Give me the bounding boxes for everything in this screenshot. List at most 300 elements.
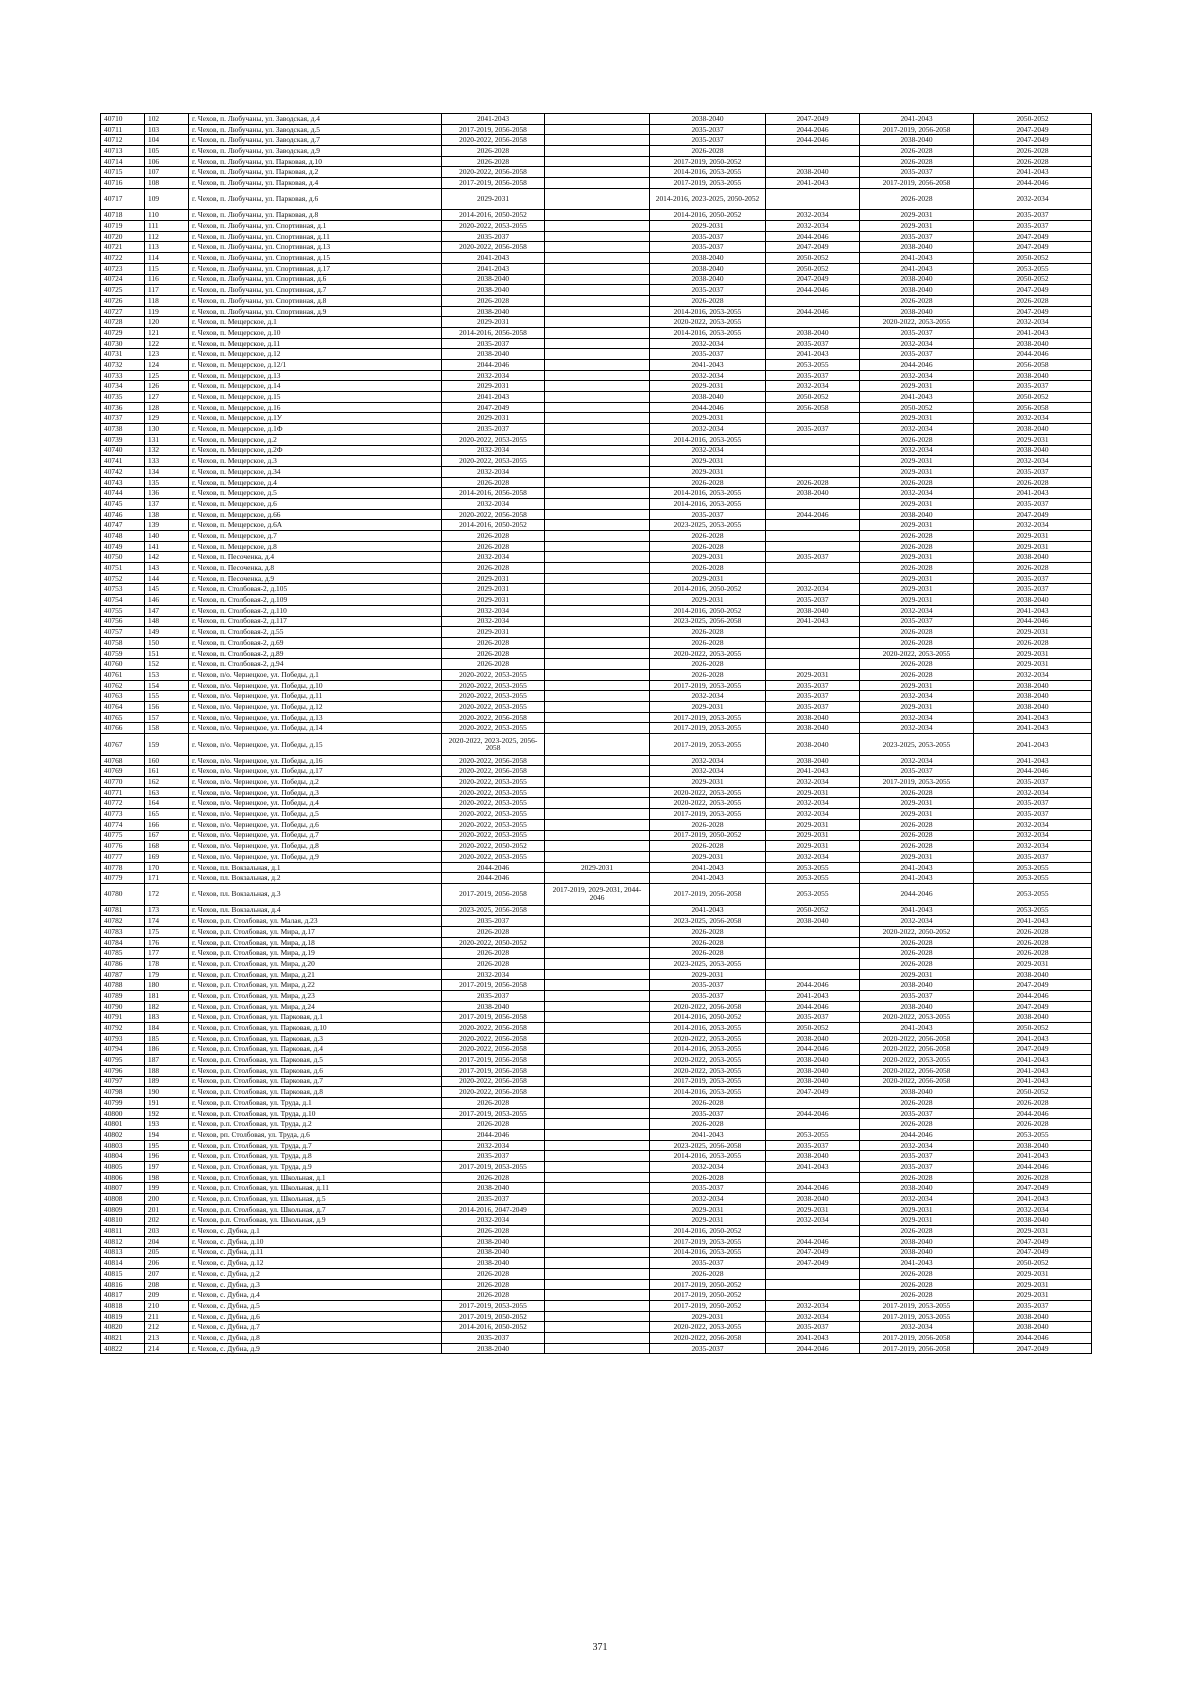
table-cell: г. Чехов, с. Дубна, д.9	[189, 1343, 442, 1354]
table-cell: г. Чехов, р.п. Столбовая, ул. Мира, д.20	[189, 958, 442, 969]
table-cell: 161	[145, 766, 189, 777]
table-cell: 2026-2028	[860, 1268, 974, 1279]
table-cell: 2026-2028	[974, 926, 1092, 937]
table-cell: г. Чехов, с. Дубна, д.5	[189, 1300, 442, 1311]
table-cell: 2053-2055	[974, 862, 1092, 873]
table-row	[101, 980, 1092, 991]
table-cell: г. Чехов, п/о. Чернецкое, ул. Победы, д.10	[189, 680, 442, 691]
table-cell: г. Чехов, р.п. Столбовая, ул. Парковая, д.7	[189, 1076, 442, 1087]
table-cell	[545, 1001, 650, 1012]
table-cell: 2041-2043	[974, 1194, 1092, 1205]
table-cell	[545, 381, 650, 392]
table-cell: г. Чехов, п. Мещерское, д.5	[189, 488, 442, 499]
table-cell: 2032-2034	[974, 520, 1092, 531]
table-cell: 40760	[101, 659, 145, 670]
table-cell: 2029-2031	[860, 1204, 974, 1215]
table-cell: г. Чехов, п. Столбовая-2, д.94	[189, 659, 442, 670]
table-row	[101, 1236, 1092, 1247]
table-cell: 40761	[101, 669, 145, 680]
table-cell: 166	[145, 819, 189, 830]
table-cell: 2038-2040	[974, 445, 1092, 456]
table-cell: 2026-2028	[650, 146, 766, 157]
table-cell	[545, 434, 650, 445]
table-cell: 2020-2022, 2053-2055	[650, 1055, 766, 1066]
table-cell	[766, 434, 860, 445]
table-cell: 190	[145, 1087, 189, 1098]
table-cell: 2026-2028	[442, 146, 545, 157]
table-cell: 2044-2046	[442, 360, 545, 371]
table-cell: 102	[145, 114, 189, 125]
table-cell: 2041-2043	[860, 392, 974, 403]
table-cell: 2014-2016, 2053-2055	[650, 1087, 766, 1098]
table-cell: 2026-2028	[442, 958, 545, 969]
table-cell	[766, 1097, 860, 1108]
table-cell: 2026-2028	[974, 637, 1092, 648]
table-cell: 2032-2034	[974, 1204, 1092, 1215]
table-cell: 195	[145, 1140, 189, 1151]
table-cell: 2029-2031	[442, 573, 545, 584]
table-cell: г. Чехов, п. Мещерское, д.15	[189, 392, 442, 403]
table-cell: 209	[145, 1290, 189, 1301]
table-cell: 2026-2028	[650, 926, 766, 937]
table-cell: 2044-2046	[974, 1108, 1092, 1119]
table-cell: 2038-2040	[766, 1033, 860, 1044]
table-cell	[545, 1033, 650, 1044]
table-cell: 2029-2031	[650, 1215, 766, 1226]
table-cell: г. Чехов, пл. Вокзальная, д.1	[189, 862, 442, 873]
table-cell: 200	[145, 1194, 189, 1205]
table-cell: 204	[145, 1236, 189, 1247]
table-cell: 2038-2040	[442, 1001, 545, 1012]
table-cell: 2035-2037	[974, 221, 1092, 232]
table-row	[101, 1055, 1092, 1066]
table-cell: г. Чехов, п/о. Чернецкое, ул. Победы, д.5	[189, 809, 442, 820]
table-cell: 2038-2040	[860, 980, 974, 991]
table-cell: 2032-2034	[766, 381, 860, 392]
table-cell: 40736	[101, 402, 145, 413]
table-cell: 2035-2037	[860, 349, 974, 360]
table-cell: 2026-2028	[766, 477, 860, 488]
table-row	[101, 563, 1092, 574]
table-cell: 40784	[101, 937, 145, 948]
table-cell: 2026-2028	[860, 295, 974, 306]
table-cell: 40778	[101, 862, 145, 873]
table-cell: 2032-2034	[442, 370, 545, 381]
table-cell: 2014-2016, 2050-2052	[442, 520, 545, 531]
table-cell: 2053-2055	[766, 862, 860, 873]
table-cell: 2032-2034	[442, 498, 545, 509]
table-cell: 2038-2040	[860, 509, 974, 520]
table-cell: 2038-2040	[766, 723, 860, 734]
table-cell: 2029-2031	[974, 659, 1092, 670]
table-cell: 123	[145, 349, 189, 360]
table-cell	[766, 937, 860, 948]
table-cell	[766, 1172, 860, 1183]
table-cell: 2026-2028	[860, 948, 974, 959]
table-row	[101, 188, 1092, 210]
table-cell: 2035-2037	[766, 691, 860, 702]
table-cell: 2020-2022, 2053-2055	[650, 798, 766, 809]
table-cell: 40781	[101, 905, 145, 916]
table-cell: 40776	[101, 841, 145, 852]
table-cell	[545, 1162, 650, 1173]
table-cell	[545, 595, 650, 606]
table-cell: г. Чехов, р.п. Столбовая, ул. Труда, д.9	[189, 1162, 442, 1173]
table-cell	[545, 1300, 650, 1311]
table-cell: 2026-2028	[442, 1097, 545, 1108]
table-cell: 2053-2055	[766, 1129, 860, 1140]
table-cell: 40790	[101, 1001, 145, 1012]
table-cell: 2035-2037	[442, 991, 545, 1002]
table-cell: 191	[145, 1097, 189, 1108]
table-cell: 40724	[101, 274, 145, 285]
table-cell: 2029-2031	[766, 787, 860, 798]
table-cell: 2047-2049	[974, 135, 1092, 146]
table-cell	[545, 253, 650, 264]
table-cell: 40768	[101, 755, 145, 766]
table-cell: г. Чехов, п/о. Чернецкое, ул. Победы, д.12	[189, 702, 442, 713]
table-cell: 2038-2040	[974, 1140, 1092, 1151]
table-cell: 40717	[101, 188, 145, 210]
table-cell: 2038-2040	[974, 1311, 1092, 1322]
table-cell: 2035-2037	[650, 1183, 766, 1194]
table-cell	[545, 1065, 650, 1076]
table-cell	[766, 1119, 860, 1130]
table-cell: 2029-2031	[974, 1290, 1092, 1301]
table-cell	[766, 156, 860, 167]
table-cell: 2035-2037	[860, 1162, 974, 1173]
table-cell	[545, 980, 650, 991]
table-cell: 2032-2034	[766, 851, 860, 862]
table-cell: 2014-2016, 2053-2055	[650, 327, 766, 338]
table-cell: 2044-2046	[974, 991, 1092, 1002]
table-cell: 40741	[101, 456, 145, 467]
table-cell: 2017-2019, 2050-2052	[650, 1300, 766, 1311]
table-row	[101, 531, 1092, 542]
table-cell	[545, 178, 650, 189]
table-row	[101, 317, 1092, 328]
table-row	[101, 285, 1092, 296]
table-cell: 174	[145, 916, 189, 927]
table-cell: 2041-2043	[974, 605, 1092, 616]
table-cell: 130	[145, 424, 189, 435]
table-cell: 126	[145, 381, 189, 392]
table-cell: 40738	[101, 424, 145, 435]
table-cell: г. Чехов, п. Мещерское, д.12	[189, 349, 442, 360]
table-cell: 2038-2040	[860, 1236, 974, 1247]
table-cell: г. Чехов, п. Мещерское, д.8	[189, 541, 442, 552]
table-cell: 2032-2034	[860, 370, 974, 381]
table-cell: 2044-2046	[766, 231, 860, 242]
table-cell: 2020-2022, 2053-2055	[442, 777, 545, 788]
table-cell: 2017-2019, 2056-2058	[860, 178, 974, 189]
table-cell: 138	[145, 509, 189, 520]
table-cell: г. Чехов, р.п. Столбовая, ул. Труда, д.2	[189, 1119, 442, 1130]
table-cell: 2041-2043	[974, 734, 1092, 756]
table-cell: 40799	[101, 1097, 145, 1108]
table-cell: 188	[145, 1065, 189, 1076]
table-cell: 2029-2031	[860, 969, 974, 980]
table-cell: 2032-2034	[860, 445, 974, 456]
table-cell: 2017-2019, 2053-2055	[442, 1108, 545, 1119]
table-cell: 2044-2046	[766, 1236, 860, 1247]
table-cell	[545, 1129, 650, 1140]
table-cell: 2026-2028	[650, 948, 766, 959]
table-cell: 2041-2043	[974, 723, 1092, 734]
table-cell	[545, 702, 650, 713]
table-cell: 40734	[101, 381, 145, 392]
table-cell: 149	[145, 627, 189, 638]
table-cell: 2032-2034	[650, 766, 766, 777]
table-row	[101, 851, 1092, 862]
table-cell: 2026-2028	[974, 477, 1092, 488]
table-cell: г. Чехов, п/о. Чернецкое, ул. Победы, д.15	[189, 734, 442, 756]
table-cell: 2029-2031	[650, 221, 766, 232]
table-cell: г. Чехов, р.п. Столбовая, ул. Школьная, д.9	[189, 1215, 442, 1226]
table-cell: 2020-2022, 2053-2055	[442, 680, 545, 691]
table-cell: 175	[145, 926, 189, 937]
table-cell: 2023-2025, 2053-2055	[650, 520, 766, 531]
table-cell: 2020-2022, 2056-2058	[650, 1001, 766, 1012]
table-cell: 40814	[101, 1258, 145, 1269]
table-cell: 169	[145, 851, 189, 862]
table-cell: 2029-2031	[442, 584, 545, 595]
table-cell: 40785	[101, 948, 145, 959]
table-cell: г. Чехов, р.п. Столбовая, ул. Парковая, д.8	[189, 1087, 442, 1098]
table-cell: 2050-2052	[766, 263, 860, 274]
table-row	[101, 1215, 1092, 1226]
table-cell: 2029-2031	[974, 531, 1092, 542]
table-cell: 2026-2028	[860, 1226, 974, 1237]
table-cell: 2044-2046	[974, 1162, 1092, 1173]
table-cell: 2026-2028	[974, 948, 1092, 959]
table-cell: 2038-2040	[974, 680, 1092, 691]
table-row	[101, 392, 1092, 403]
table-cell: 2014-2016, 2056-2058	[442, 488, 545, 499]
table-cell: 2026-2028	[442, 1172, 545, 1183]
table-cell	[545, 969, 650, 980]
table-cell: 2029-2031	[974, 1279, 1092, 1290]
table-cell: 2014-2016, 2053-2055	[650, 434, 766, 445]
table-row	[101, 627, 1092, 638]
table-cell: 2041-2043	[974, 755, 1092, 766]
table-cell	[545, 1333, 650, 1344]
table-cell: 2047-2049	[974, 1343, 1092, 1354]
table-cell	[545, 231, 650, 242]
table-cell: 2017-2019, 2053-2055	[650, 1076, 766, 1087]
table-cell: 40774	[101, 819, 145, 830]
table-cell: 2020-2022, 2053-2055	[442, 456, 545, 467]
table-cell: 2020-2022, 2056-2058	[860, 1065, 974, 1076]
table-cell: 2035-2037	[766, 552, 860, 563]
table-cell: 181	[145, 991, 189, 1002]
table-row	[101, 306, 1092, 317]
table-cell: 2029-2031	[860, 381, 974, 392]
table-row	[101, 787, 1092, 798]
table-row	[101, 1290, 1092, 1301]
table-cell: 2032-2034	[974, 830, 1092, 841]
table-cell: 2044-2046	[442, 873, 545, 884]
table-cell: 2032-2034	[442, 616, 545, 627]
table-cell: 2029-2031	[650, 413, 766, 424]
table-cell: 40812	[101, 1236, 145, 1247]
table-cell: 2029-2031	[860, 498, 974, 509]
table-cell: г. Чехов, п. Мещерское, д.1У	[189, 413, 442, 424]
table-cell: 2017-2019, 2053-2055	[650, 723, 766, 734]
table-cell: 2032-2034	[442, 969, 545, 980]
table-cell: г. Чехов, п. Любучаны, ул. Заводская, д.9	[189, 146, 442, 157]
table-cell: 2053-2055	[974, 1129, 1092, 1140]
table-cell: г. Чехов, п. Мещерское, д.34	[189, 466, 442, 477]
table-cell: 2047-2049	[974, 306, 1092, 317]
table-cell: г. Чехов, п. Любучаны, ул. Спортивная, д.11	[189, 231, 442, 242]
table-cell: 193	[145, 1119, 189, 1130]
table-cell: 2020-2022, 2056-2058	[442, 242, 545, 253]
table-cell	[545, 1151, 650, 1162]
table-cell: г. Чехов, р.п. Столбовая, ул. Парковая, д.4	[189, 1044, 442, 1055]
table-cell: 2020-2022, 2053-2055	[442, 830, 545, 841]
table-cell: 2032-2034	[974, 841, 1092, 852]
table-cell: 2032-2034	[860, 691, 974, 702]
table-cell: 2035-2037	[974, 798, 1092, 809]
table-row	[101, 873, 1092, 884]
table-row	[101, 734, 1092, 756]
table-cell: 182	[145, 1001, 189, 1012]
table-cell: 2047-2049	[974, 124, 1092, 135]
table-cell: г. Чехов, п. Мещерское, д.6	[189, 498, 442, 509]
table-cell: 2035-2037	[766, 702, 860, 713]
table-cell	[545, 958, 650, 969]
table-cell	[545, 477, 650, 488]
table-cell: 109	[145, 188, 189, 210]
table-cell: 2017-2019, 2056-2058	[442, 1012, 545, 1023]
table-cell: 2026-2028	[860, 531, 974, 542]
table-cell: 2029-2031	[974, 1226, 1092, 1237]
table-cell: 2029-2031	[860, 798, 974, 809]
table-cell: 2032-2034	[860, 723, 974, 734]
table-row	[101, 798, 1092, 809]
table-cell: 172	[145, 883, 189, 905]
table-cell: 2032-2034	[974, 819, 1092, 830]
table-cell: 2020-2022, 2053-2055	[442, 809, 545, 820]
table-cell: 2026-2028	[974, 1172, 1092, 1183]
table-cell: г. Чехов, п/о. Чернецкое, ул. Победы, д.4	[189, 798, 442, 809]
table-cell: 2029-2031	[442, 595, 545, 606]
table-cell: 2044-2046	[766, 1044, 860, 1055]
table-cell: 2050-2052	[974, 392, 1092, 403]
table-cell: 2038-2040	[766, 605, 860, 616]
table-cell	[545, 370, 650, 381]
table-cell: 2044-2046	[650, 402, 766, 413]
table-cell: 131	[145, 434, 189, 445]
table-cell: 2035-2037	[860, 766, 974, 777]
table-row	[101, 1279, 1092, 1290]
table-cell: 2026-2028	[974, 146, 1092, 157]
table-row	[101, 124, 1092, 135]
table-cell: г. Чехов, п. Мещерское, д.7	[189, 531, 442, 542]
table-cell: 2053-2055	[766, 873, 860, 884]
table-cell: 2035-2037	[650, 242, 766, 253]
table-cell: 2017-2019, 2053-2055	[650, 1236, 766, 1247]
table-cell: 2020-2022, 2053-2055	[650, 1322, 766, 1333]
table-cell: 2014-2016, 2053-2055	[650, 306, 766, 317]
table-cell: 2050-2052	[766, 253, 860, 264]
table-cell	[545, 306, 650, 317]
table-cell: 2026-2028	[974, 1097, 1092, 1108]
table-cell: 2032-2034	[442, 445, 545, 456]
table-cell	[545, 573, 650, 584]
table-cell: 110	[145, 210, 189, 221]
table-cell: 2026-2028	[860, 841, 974, 852]
table-cell	[545, 819, 650, 830]
table-row	[101, 1204, 1092, 1215]
table-cell	[766, 969, 860, 980]
table-cell: 2056-2058	[974, 402, 1092, 413]
table-cell: 2026-2028	[650, 637, 766, 648]
table-cell: 2020-2022, 2053-2055	[442, 691, 545, 702]
table-cell	[545, 1215, 650, 1226]
table-cell: 2032-2034	[442, 1140, 545, 1151]
table-cell: 2026-2028	[442, 477, 545, 488]
table-cell: г. Чехов, р.п. Столбовая, ул. Труда, д.1	[189, 1097, 442, 1108]
table-cell: 2035-2037	[650, 1258, 766, 1269]
table-cell: 2035-2037	[650, 285, 766, 296]
table-row	[101, 969, 1092, 980]
table-cell: 2026-2028	[860, 669, 974, 680]
table-cell: 2044-2046	[860, 360, 974, 371]
table-cell: г. Чехов, п. Мещерское, д.66	[189, 509, 442, 520]
table-cell: г. Чехов, р.п. Столбовая, ул. Мира, д.19	[189, 948, 442, 959]
table-cell: 2032-2034	[860, 1322, 974, 1333]
table-cell: г. Чехов, п. Любучаны, ул. Заводская, д.5	[189, 124, 442, 135]
table-row	[101, 231, 1092, 242]
table-cell: 2029-2031	[442, 317, 545, 328]
table-cell: 40818	[101, 1300, 145, 1311]
table-cell: 2041-2043	[766, 1333, 860, 1344]
table-cell: 40739	[101, 434, 145, 445]
table-cell: 205	[145, 1247, 189, 1258]
table-cell: 157	[145, 712, 189, 723]
table-cell: 40755	[101, 605, 145, 616]
table-cell: 2038-2040	[860, 1183, 974, 1194]
table-row	[101, 937, 1092, 948]
table-cell: 203	[145, 1226, 189, 1237]
table-cell: 2026-2028	[442, 637, 545, 648]
table-row	[101, 167, 1092, 178]
table-row	[101, 1087, 1092, 1098]
table-cell: 40786	[101, 958, 145, 969]
table-cell: г. Чехов, п. Мещерское, д.2Ф	[189, 445, 442, 456]
table-cell: г. Чехов, п. Мещерское, д.3	[189, 456, 442, 467]
table-cell	[545, 1311, 650, 1322]
table-cell: 2026-2028	[442, 926, 545, 937]
table-cell: 121	[145, 327, 189, 338]
table-cell: 2038-2040	[442, 1236, 545, 1247]
table-cell: 2017-2019, 2056-2058	[442, 1055, 545, 1066]
table-cell: 2014-2016, 2056-2058	[442, 327, 545, 338]
table-cell: 2014-2016, 2053-2055	[650, 488, 766, 499]
table-cell: 198	[145, 1172, 189, 1183]
table-cell: 2038-2040	[974, 1215, 1092, 1226]
table-cell: г. Чехов, п. Мещерское, д.2	[189, 434, 442, 445]
table-cell: 2038-2040	[442, 1247, 545, 1258]
table-cell: 2035-2037	[974, 851, 1092, 862]
table-cell: г. Чехов, п. Любучаны, ул. Заводская, д.4	[189, 114, 442, 125]
table-cell: 2017-2019, 2053-2055	[650, 809, 766, 820]
table-cell: 2044-2046	[766, 135, 860, 146]
table-cell: г. Чехов, р.п. Столбовая, ул. Школьная, д.7	[189, 1204, 442, 1215]
table-cell: 2044-2046	[766, 1183, 860, 1194]
